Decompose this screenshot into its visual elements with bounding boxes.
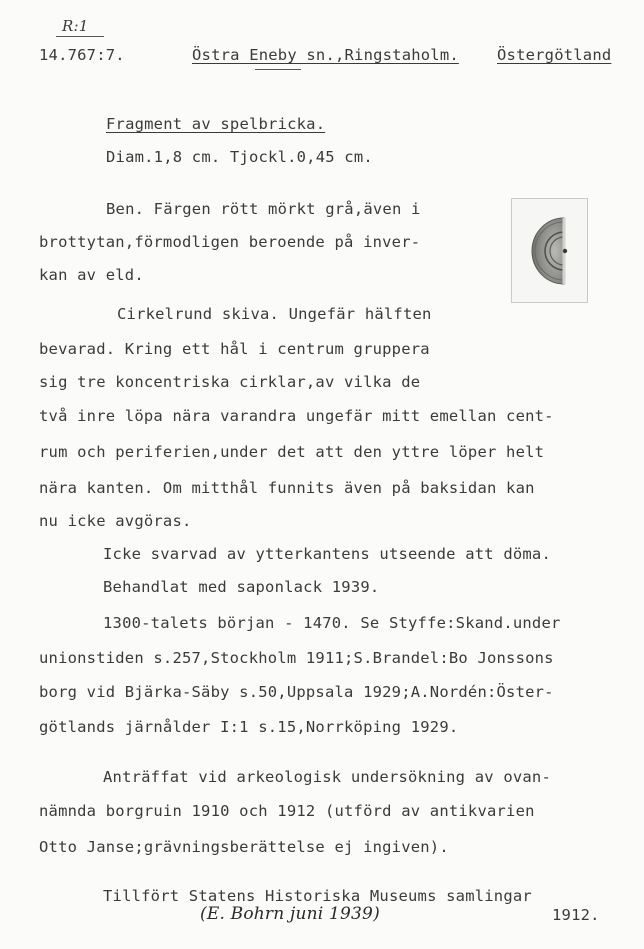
reference-line: borg vid Bjärka-Säby s.50,Uppsala 1929;A.Nordén:Öster- xyxy=(39,683,554,701)
object-title: Fragment av spelbricka. xyxy=(106,115,326,133)
description-line: kan av eld. xyxy=(39,266,144,284)
acquisition-year: 1912. xyxy=(552,906,600,924)
find-circumstance-line: Anträffat vid arkeologisk undersökning av ovan- xyxy=(103,768,551,786)
description-line: Cirkelrund skiva. Ungefär hälften xyxy=(117,305,432,323)
handwritten-signature: (E. Bohrn juni 1939) xyxy=(200,904,380,924)
description-line: Ben. Färgen rött mörkt grå,även i xyxy=(106,200,421,218)
reference-line: unionstiden s.257,Stockholm 1911;S.Brandel:Bo Jonssons xyxy=(39,649,554,667)
shelf-mark-underline xyxy=(56,36,104,37)
description-line: nära kanten. Om mitthål funnits även på baksidan kan xyxy=(39,479,535,497)
description-line: sig tre koncentriska cirklar,av vilka de xyxy=(39,373,421,391)
treatment-line: Behandlat med saponlack 1939. xyxy=(103,578,380,596)
find-circumstance-line: nämnda borgruin 1910 och 1912 (utförd av antikvarien xyxy=(39,802,535,820)
description-line: bevarad. Kring ett hål i centrum gruppera xyxy=(39,340,430,358)
dating-line: 1300-talets början - 1470. Se Styffe:Skand.under xyxy=(103,614,561,632)
acquisition-statement: Tillfört Statens Historiska Museums samlingar xyxy=(103,887,532,905)
description-line: rum och periferien,under det att den yttre löper helt xyxy=(39,443,545,461)
find-circumstance-line: Otto Janse;grävningsberättelse ej ingiven). xyxy=(39,838,449,856)
province: Östergötland xyxy=(497,46,612,64)
description-line: brottytan,förmodligen beroende på inver- xyxy=(39,233,421,251)
locality-double-underline xyxy=(255,69,301,70)
object-dimensions: Diam.1,8 cm. Tjockl.0,45 cm. xyxy=(106,148,373,166)
game-piece-fragment-image xyxy=(512,199,587,302)
shelf-mark: R:1 xyxy=(62,17,89,35)
description-line: nu icke avgöras. xyxy=(39,512,192,530)
description-line: två inre löpa nära varandra ungefär mitt emellan cent- xyxy=(39,407,554,425)
find-locality: Östra Eneby sn.,Ringstaholm. xyxy=(192,46,459,64)
description-line: Icke svarvad av ytterkantens utseende att döma. xyxy=(103,545,551,563)
catalog-number: 14.767:7. xyxy=(39,46,125,64)
object-photo xyxy=(511,198,588,303)
reference-line: götlands järnålder I:1 s.15,Norrköping 1929. xyxy=(39,718,459,736)
